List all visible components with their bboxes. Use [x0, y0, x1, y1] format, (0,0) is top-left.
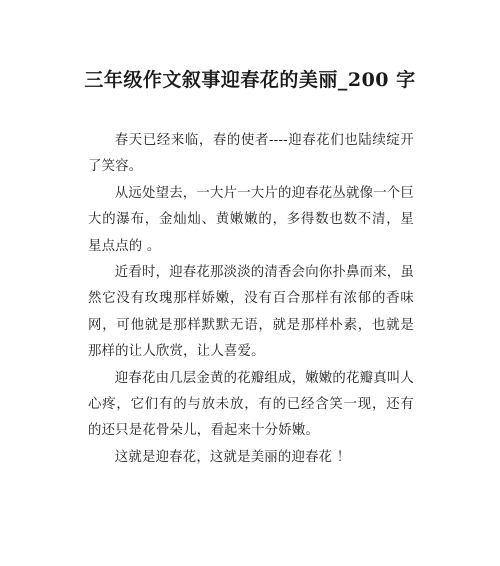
document-title: 三年级作文叙事迎春花的美丽_200 字: [84, 69, 416, 91]
paragraph: 从远处望去，一大片一大片的迎春花丛就像一个巨大的瀑布，金灿灿、黄嫩嫩的，多得数也数不清，星星点点的 。: [88, 185, 414, 254]
paragraph: 近看时，迎春花那淡淡的清香会向你扑鼻而来，虽然它没有玫瑰那样娇嫩，没有百合那样有浓郁的香味网，可他就是那样默默无语，就是那样朴素，也就是那样的让人欣赏，让人喜爱。: [88, 265, 414, 360]
paragraph: 春天已经来临，春的使者----迎春花们也陆续绽开了笑容。: [88, 133, 414, 175]
paragraph: 这就是迎春花，这就是美丽的迎春花 ！: [114, 449, 351, 465]
paragraph: 迎春花由几层金黄的花瓣组成，嫩嫩的花瓣真叫人心疼，它们有的与放未放，有的已经含笑一现，还有的还只是花骨朵儿，看起来十分娇嫩。: [88, 370, 414, 439]
document-body: [88, 128, 414, 471]
